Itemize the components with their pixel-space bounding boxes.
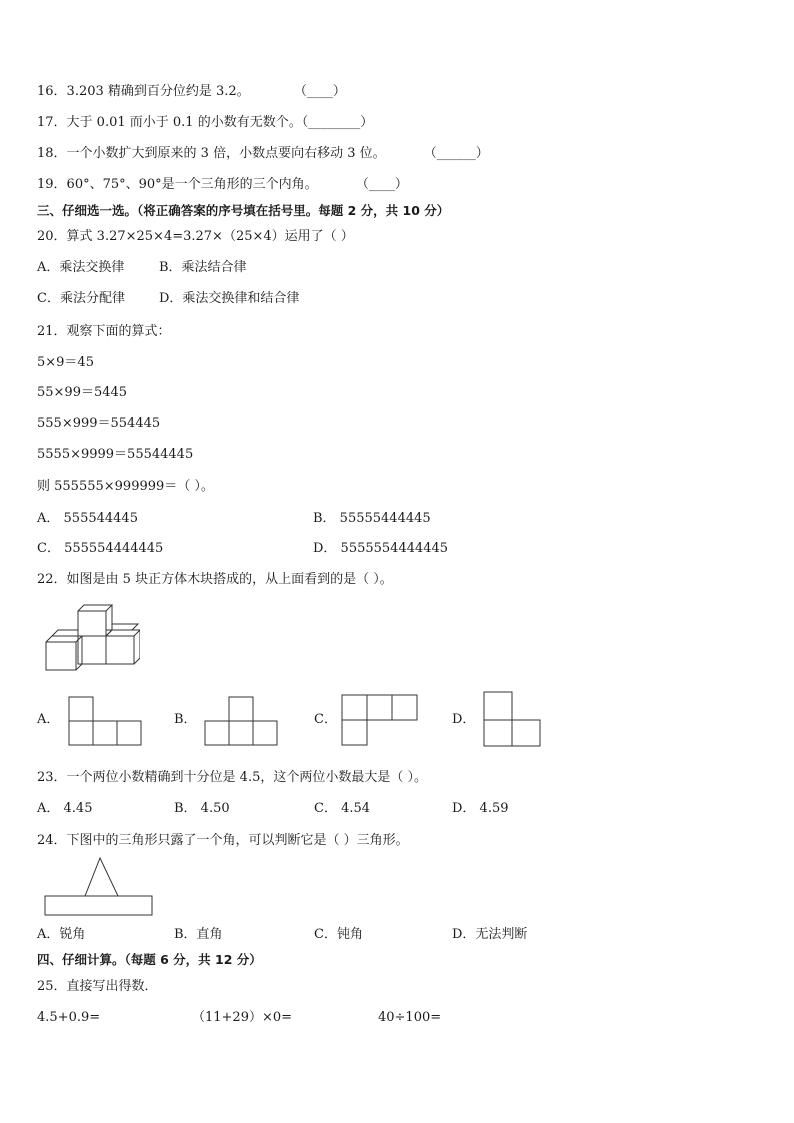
question-19-text: 19．60°、75°、90°是一个三角形的三个内角。: [37, 177, 318, 192]
cube-stack-figure: [40, 604, 140, 674]
option-d[interactable]: D． 4.59: [452, 801, 509, 816]
question-18-text: 18．一个小数扩大到原来的 3 倍，小数点要向右移动 3 位。: [37, 146, 386, 161]
option-c[interactable]: C． 555554444445: [37, 541, 164, 556]
option-d[interactable]: D． 5555554444445: [313, 541, 449, 556]
question-22-stem: 22．如图是由 5 块正方体木块搭成的，从上面看到的是（ ）。: [37, 572, 393, 587]
question-16: [37, 84, 346, 100]
option-a[interactable]: A．乘法交换律: [37, 260, 125, 275]
option-a[interactable]: A．锐角: [37, 927, 86, 942]
equation-line: 5×9＝45: [37, 355, 94, 370]
question-21-ask: 则 555555×999999＝（ ）。: [37, 479, 214, 494]
option-c[interactable]: C． 4.54: [314, 801, 371, 816]
option-d[interactable]: D．: [452, 712, 476, 727]
option-b[interactable]: B．直角: [174, 927, 223, 942]
section-3-heading: 三、仔细选一选。（将正确答案的序号填在括号里。每题 2 分，共 10 分）: [37, 203, 450, 218]
option-b[interactable]: B．乘法结合律: [159, 260, 247, 275]
answer-blank[interactable]: （______）: [423, 146, 489, 161]
option-b[interactable]: B．: [174, 712, 197, 727]
section-4-heading: 四、仔细计算。（每题 6 分，共 12 分）: [37, 952, 262, 967]
equation-line: 555×999＝554445: [37, 416, 161, 431]
question-16-text: 16．3.203 精确到百分位约是 3.2。: [37, 84, 250, 99]
option-d[interactable]: D．乘法交换律和结合律: [159, 291, 300, 306]
answer-blank[interactable]: （____）: [355, 177, 408, 192]
option-a[interactable]: A．: [37, 712, 60, 727]
question-20-stem: 20．算式 3.27×25×4=3.27×（25×4）运用了（ ）: [37, 229, 354, 244]
hidden-triangle-figure: [44, 855, 156, 919]
option-b-top-view: [203, 696, 281, 748]
question-18: [37, 146, 489, 162]
option-c[interactable]: C．: [314, 712, 337, 727]
option-a[interactable]: A． 4.45: [37, 801, 93, 816]
question-24-stem: 24．下图中的三角形只露了一个角，可以判断它是（ ）三角形。: [37, 833, 409, 848]
question-25-stem: 25．直接写出得数．: [37, 979, 158, 994]
calc-item: 40÷100=: [378, 1010, 442, 1025]
option-a[interactable]: A． 555544445: [37, 511, 138, 526]
answer-blank[interactable]: （____）: [293, 84, 346, 99]
equation-line: 5555×9999＝55544445: [37, 447, 194, 462]
question-17: [37, 115, 373, 131]
equation-line: 55×99＝5445: [37, 385, 128, 400]
option-d-top-view: [483, 691, 543, 749]
question-21-stem: 21．观察下面的算式：: [37, 324, 171, 339]
calc-item: 4.5+0.9=: [37, 1010, 101, 1025]
option-b[interactable]: B． 55555444445: [313, 511, 431, 526]
calc-item: （11+29）×0=: [192, 1010, 293, 1025]
option-d[interactable]: D．无法判断: [452, 927, 528, 942]
option-c-top-view: [341, 694, 419, 748]
question-23-stem: 23．一个两位小数精确到十分位是 4.5，这个两位小数最大是（ ）。: [37, 770, 427, 785]
option-c[interactable]: C．乘法分配律: [37, 291, 125, 306]
question-17-text: 17．大于 0.01 而小于 0.1 的小数有无数个。: [37, 115, 302, 130]
option-b[interactable]: B． 4.50: [174, 801, 230, 816]
question-19: [37, 177, 408, 193]
answer-blank[interactable]: （________）: [301, 115, 374, 130]
option-a-top-view: [68, 696, 144, 748]
option-c[interactable]: C．钝角: [314, 927, 363, 942]
